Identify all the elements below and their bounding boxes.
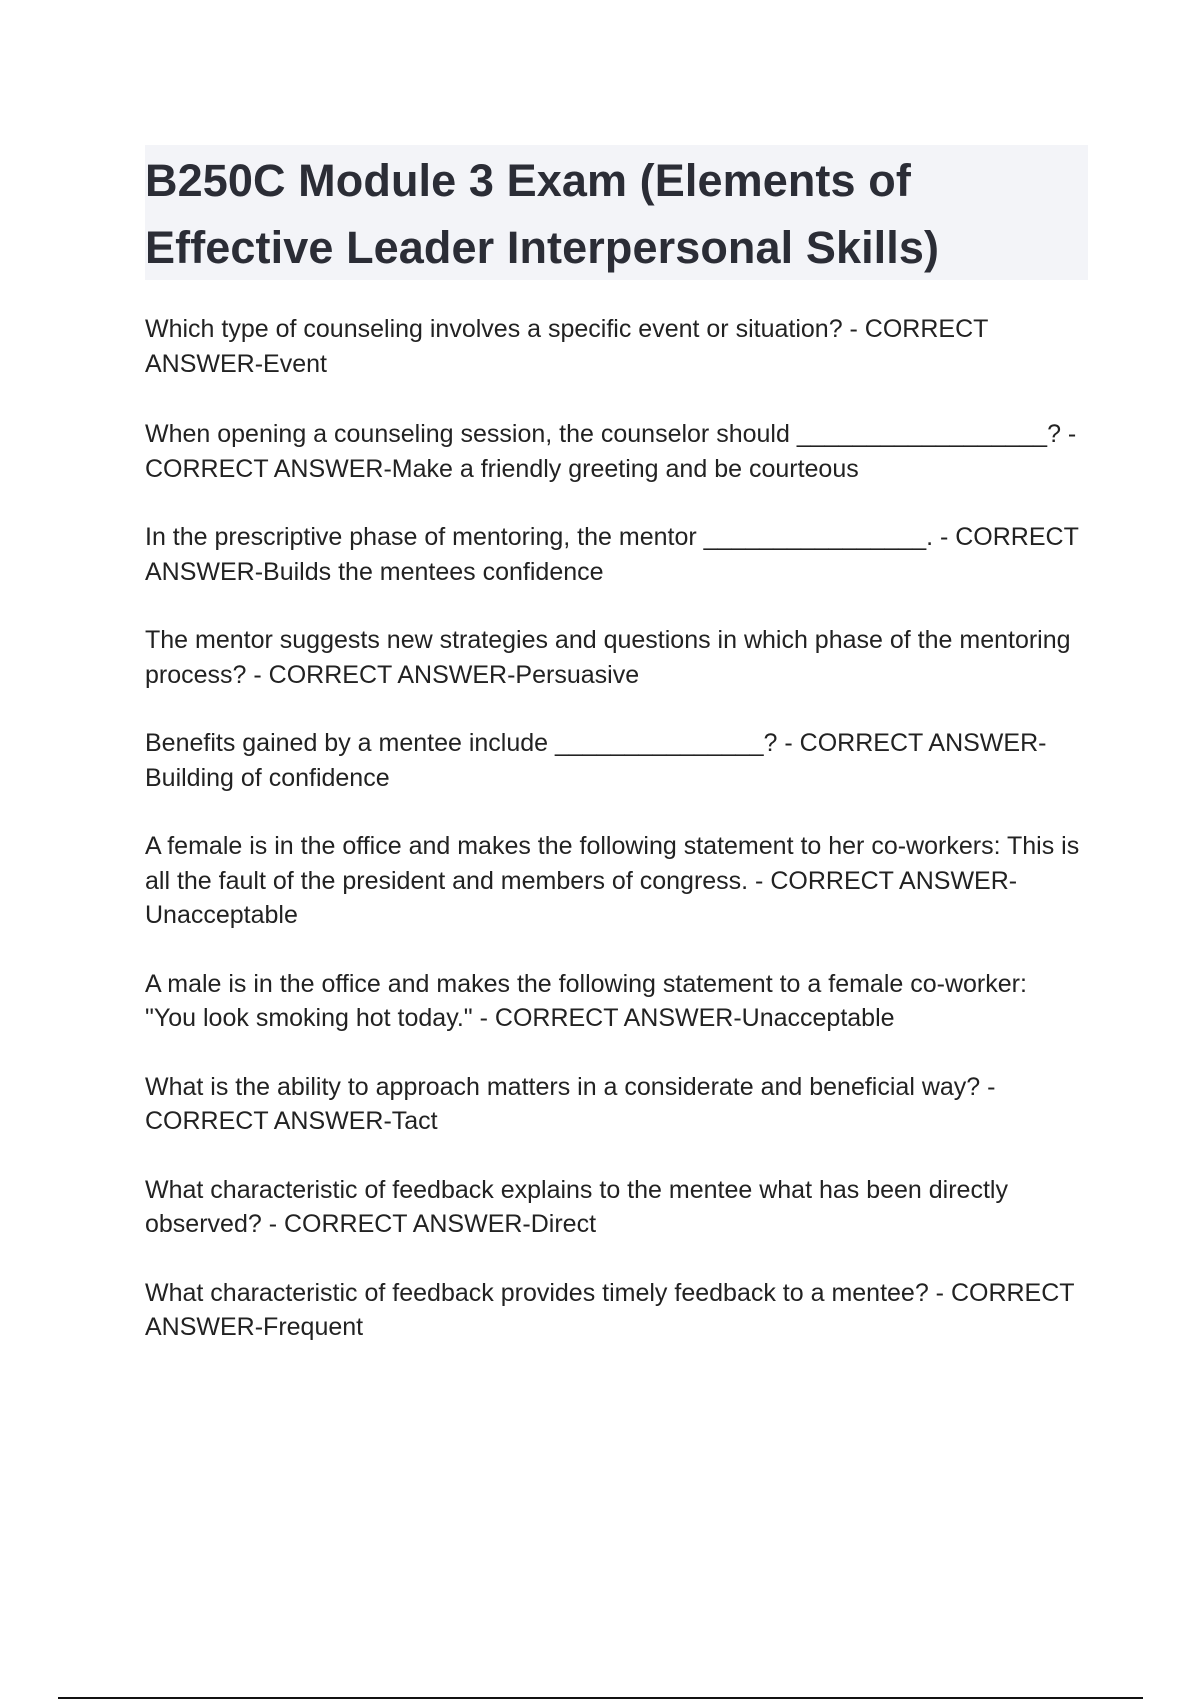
qa-list <box>145 312 1087 1379</box>
qa-item: The mentor suggests new strategies and questions in which phase of the mentoring process? - CORRECT ANSWER-Persuasive <box>145 626 1078 689</box>
qa-item: What characteristic of feedback provides timely feedback to a mentee? - CORRECT ANSWER-Frequent <box>145 1278 1080 1341</box>
qa-item: What characteristic of feedback explains to the mentee what has been directly observed? - CORRECT ANSWER-Direct <box>145 1175 1015 1238</box>
qa-item: Benefits gained by a mentee include _______________? - CORRECT ANSWER-Building of confidence <box>145 729 1047 792</box>
qa-item: What is the ability to approach matters in a considerate and beneficial way? - CORRECT ANSWER-Tact <box>145 1072 1003 1135</box>
qa-item: Which type of counseling involves a specific event or situation? - CORRECT ANSWER-Event <box>145 315 994 378</box>
qa-item: A male is in the office and makes the following statement to a female co-worker: "You look smoking hot today." - CORRECT ANSWER-Unacceptable <box>145 969 1034 1032</box>
footer-divider <box>58 1697 1143 1699</box>
qa-item: When opening a counseling session, the counselor should __________________? - CORRECT ANSWER-Make a friendly greeting and be courteous <box>145 420 1084 483</box>
qa-item: A female is in the office and makes the following statement to her co-workers: This is all the fault of the president and members of congress. - CORRECT ANSWER-Unacceptable <box>145 832 1087 929</box>
qa-item: In the prescriptive phase of mentoring, the mentor ________________. - CORRECT ANSWER-Builds the mentees confidence <box>145 523 1084 586</box>
document-title: B250C Module 3 Exam (Elements of Effective Leader Interpersonal Skills) <box>145 155 940 273</box>
